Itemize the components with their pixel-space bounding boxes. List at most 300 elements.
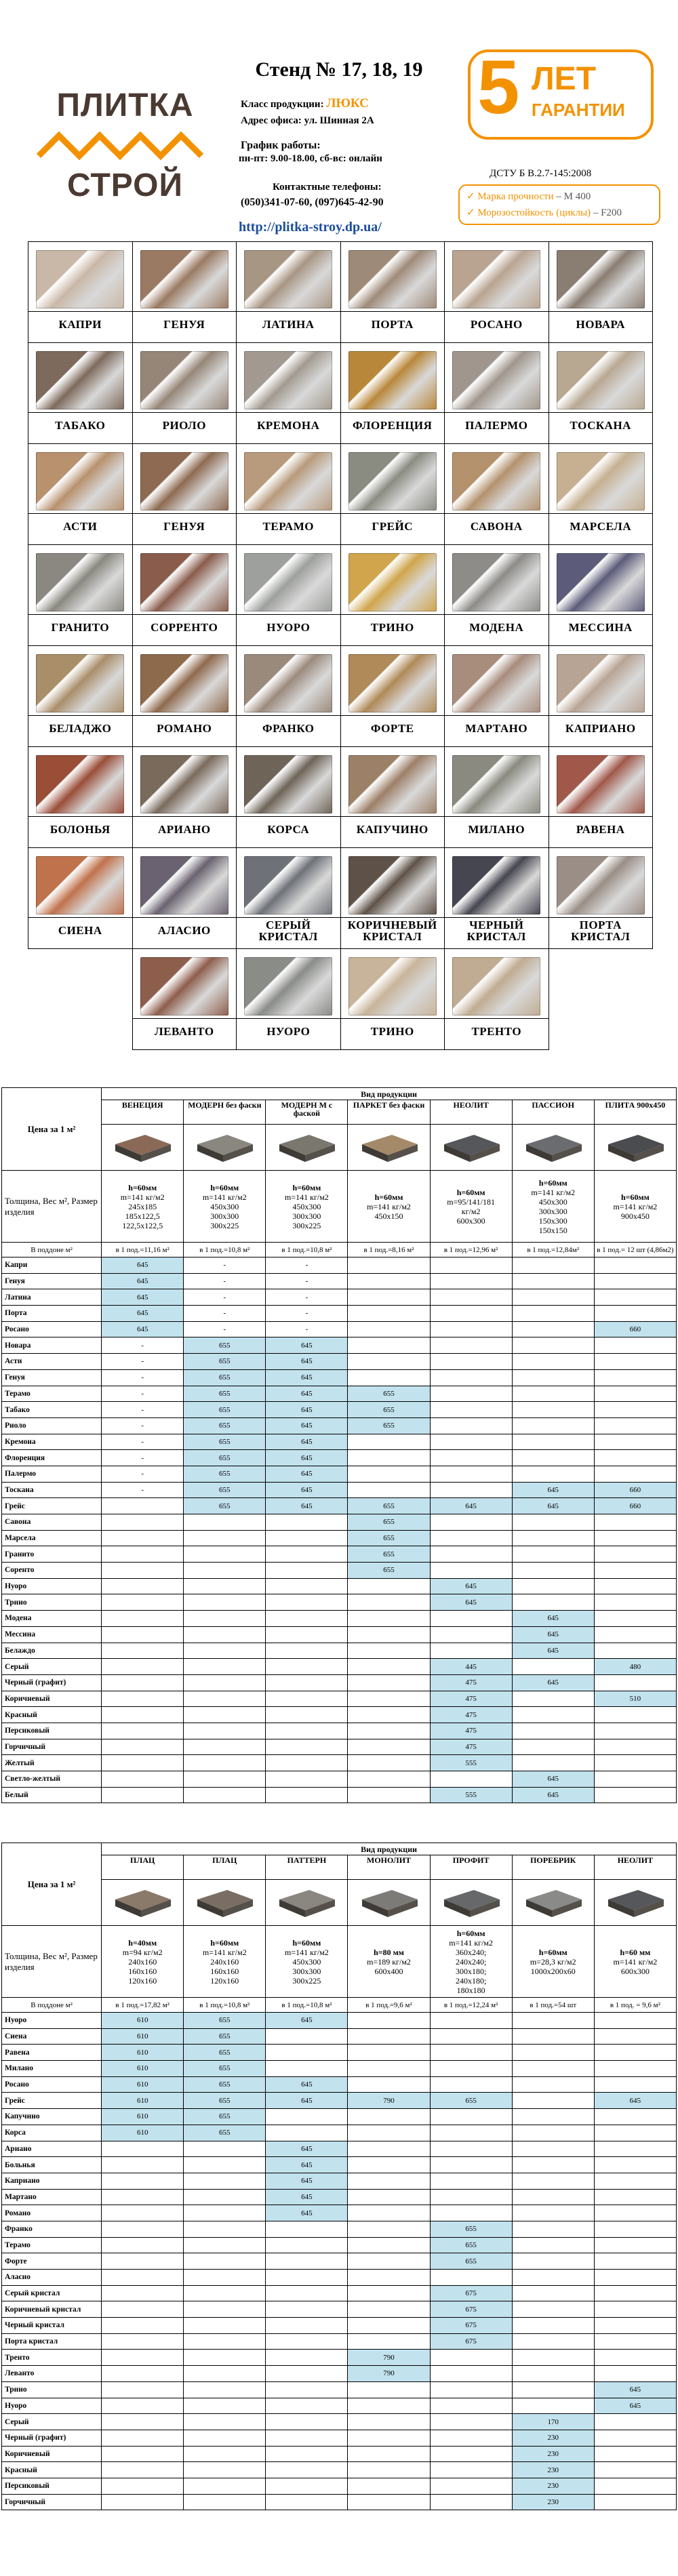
spec-line: 450х300 [210,1201,239,1211]
stand-title: Стенд № 17, 18, 19 [255,58,423,81]
swatch-image [557,553,645,611]
paver-block-icon [357,1885,422,1920]
color-name: Латина [2,1289,102,1306]
price-cell: - [102,1337,184,1354]
price-cell: 610 [102,2076,184,2093]
swatch-cell [445,949,549,1019]
price-cell [102,2318,184,2334]
price-cell [594,2045,676,2061]
price-cell [512,2076,594,2093]
swatch-image [36,250,124,308]
price-label: Цена за 1 м² [2,1088,102,1171]
price-cell [430,2013,512,2029]
price-cell: 645 [102,1257,184,1274]
swatch-cell [132,343,237,413]
color-name: Коричневый [2,2446,102,2462]
price-cell [266,2414,348,2430]
swatch-cell [549,848,653,918]
price-cell: 655 [184,2045,266,2061]
price-cell [512,1466,594,1482]
price-cell [266,2028,348,2045]
swatch-label: ЛЕВАНТО [132,1019,237,1050]
color-name: Красный [2,1707,102,1723]
price-cell: 655 [184,1434,266,1450]
price-cell [102,2494,184,2510]
price-cell: 655 [184,1337,266,1354]
swatch-cell [340,242,445,312]
price-cell: 790 [348,2093,430,2109]
price-cell [430,2157,512,2173]
price-cell [594,1450,676,1466]
company-logo [28,87,222,216]
price-cell: 655 [184,1354,266,1370]
paver-block-icon [521,1129,586,1165]
swatch-label: БОЛОНЬЯ [28,817,133,848]
price-cell: - [184,1306,266,1322]
check-icon: ✓ [466,191,475,202]
price-cell: 645 [266,2093,348,2109]
price-cell [348,2478,430,2494]
price-cell [102,1691,184,1707]
price-cell [102,1739,184,1755]
price-cell: - [266,1257,348,1274]
price-cell [348,1611,430,1627]
price-cell [266,1546,348,1563]
price-cell: 790 [348,2350,430,2366]
swatch-label: НОВАРА [549,312,653,343]
price-cell [594,2013,676,2029]
swatch-image [452,755,540,813]
spec-line: m=95/141/181 [447,1196,496,1207]
color-name: Генуя [2,1273,102,1289]
price-cell [102,2414,184,2430]
swatch-label: КАПРИ [28,312,133,343]
price-cell [184,2462,266,2478]
product-spec [102,1171,184,1243]
price-cell: 645 [512,1626,594,1643]
price-cell [102,1707,184,1723]
color-name: Черный (графит) [2,2430,102,2446]
price-cell: 675 [430,2301,512,2318]
price-cell [102,1498,184,1514]
price-row [2,1354,677,1370]
price-cell: 675 [430,2285,512,2301]
price-row [2,2478,677,2494]
color-name: Белый [2,1787,102,1803]
price-cell [266,1755,348,1771]
swatch-label: АЛАСИО [132,918,237,949]
price-cell [348,1787,430,1803]
price-cell [184,2285,266,2301]
price-cell [430,1546,512,1563]
price-cell [348,1289,430,1306]
swatch-cell [132,242,237,312]
price-cell [184,2141,266,2157]
product-image-cell [266,1125,348,1171]
swatch-image [140,957,228,1015]
price-cell [594,2270,676,2286]
paver-block-icon [110,1129,175,1165]
price-cell [348,2414,430,2430]
price-cell [430,2141,512,2157]
price-row [2,1514,677,1531]
price-cell: 610 [102,2061,184,2077]
price-cell [430,2045,512,2061]
spec-line: 300х180; [455,1966,487,1976]
spec-line: 180х180 [456,1985,485,1995]
price-cell [594,2301,676,2318]
price-cell: - [266,1273,348,1289]
price-cell [430,2398,512,2414]
price-row [2,2333,677,2350]
color-name: Коричневый [2,1691,102,1707]
price-cell [266,2253,348,2270]
price-row [2,2430,677,2446]
color-name: Светло-желтый [2,1771,102,1788]
price-cell [266,1771,348,1788]
price-row [2,1337,677,1354]
price-cell [348,1257,430,1274]
price-row [2,2270,677,2286]
price-cell [266,2221,348,2237]
price-cell [348,2270,430,2286]
price-cell [102,1546,184,1563]
product-column-header: ПЛАЦ [184,1855,266,1880]
swatch-image [348,654,437,712]
swatch-label: ГЕНУЯ [132,514,237,545]
pallet-qty: в 1 под.= 12 шт (4,86м2) [594,1243,676,1257]
swatch-cell [237,343,341,413]
spec-line: 160х160 [128,1966,157,1976]
price-cell: 655 [184,1466,266,1482]
price-cell [594,2462,676,2478]
price-cell [348,1674,430,1691]
price-cell [348,1707,430,1723]
price-cell: 655 [184,1450,266,1466]
pallet-label: В поддоне м² [2,1998,102,2013]
price-cell: 230 [512,2446,594,2462]
price-cell: - [102,1386,184,1402]
price-row [2,1321,677,1337]
color-name: Черный (графит) [2,1674,102,1691]
swatch-image [452,553,540,611]
price-cell [184,2414,266,2430]
swatch-image [244,250,332,308]
price-cell [184,1578,266,1594]
price-cell [348,1755,430,1771]
swatch-label: СИЕНА [28,918,133,949]
swatch-label: ТРЕНТО [445,1019,549,1050]
spec-line: m=141 кг/м2 [285,1947,329,1957]
price-cell [266,1514,348,1531]
swatch-cell [340,444,445,514]
price-cell: 655 [184,1498,266,1514]
price-cell: 655 [430,2237,512,2253]
price-row [2,1450,677,1466]
spec-line: 300х225 [292,1220,321,1230]
color-name: Новара [2,1337,102,1354]
swatch-cell [28,545,133,615]
price-row [2,1386,677,1402]
price-cell [102,2430,184,2446]
price-cell: 655 [184,2076,266,2093]
price-cell: - [266,1306,348,1322]
price-cell [102,1514,184,1531]
schedule-label: График работы: [241,140,321,151]
product-column-header: ПАССИОН [512,1100,594,1125]
price-cell [594,1707,676,1723]
color-swatch-grid [28,241,653,1050]
price-cell [102,2301,184,2318]
price-cell [594,1417,676,1434]
price-cell [430,2478,512,2494]
price-cell [594,1563,676,1579]
swatch-image [244,957,332,1015]
price-cell [184,1563,266,1579]
swatch-label: ГРЕЙС [340,514,445,545]
price-cell [184,2366,266,2382]
swatch-label: СЕРЫЙ КРИСТАЛ [237,918,341,949]
swatch-label: БЕЛАДЖО [28,716,133,747]
swatch-image [348,250,437,308]
price-cell [430,2430,512,2446]
product-spec [594,1926,676,1998]
price-cell [102,2173,184,2189]
price-cell [184,1739,266,1755]
price-cell: - [102,1482,184,1498]
swatch-image [244,351,332,409]
color-name: Порта [2,1306,102,1322]
price-cell: 655 [184,2013,266,2029]
price-cell [594,2253,676,2270]
price-cell [430,1450,512,1466]
price-cell [512,1386,594,1402]
price-cell: 645 [266,1337,348,1354]
price-cell [348,2462,430,2478]
paver-block-icon [521,1885,586,1920]
price-cell [102,2333,184,2350]
color-name: Коричневый кристал [2,2301,102,2318]
color-name: Терамо [2,1386,102,1402]
product-spec [184,1926,266,1998]
color-name: Белаждо [2,1643,102,1659]
price-cell [594,2028,676,2045]
price-row [2,1402,677,1418]
spec-line: 300х300 [210,1211,239,1221]
price-cell [102,1755,184,1771]
swatch-label: ТОСКАНА [549,413,653,444]
price-cell [184,1626,266,1643]
price-row [2,1546,677,1563]
product-image-cell [594,1125,676,1171]
swatch-cell [340,646,445,716]
price-row [2,1643,677,1659]
price-cell [512,1546,594,1563]
price-cell [512,1578,594,1594]
color-name: Росано [2,1321,102,1337]
price-cell [348,1771,430,1788]
swatch-image [452,351,540,409]
price-row [2,2205,677,2221]
price-cell: 170 [512,2414,594,2430]
color-name: Капри [2,1257,102,1274]
price-cell [594,1626,676,1643]
price-cell [512,2045,594,2061]
product-column-header: НЕОЛИТ [430,1100,512,1125]
swatch-image [557,856,645,914]
price-cell [348,1691,430,1707]
price-cell [430,1257,512,1274]
price-cell [348,1337,430,1354]
price-row [2,2189,677,2205]
price-row [2,2109,677,2125]
price-cell: 645 [266,2013,348,2029]
price-cell [430,2076,512,2093]
swatch-cell [445,444,549,514]
swatch-label: КАПУЧИНО [340,817,445,848]
swatch-label: РОСАНО [445,312,549,343]
swatch-label: ГЕНУЯ [132,312,237,343]
price-cell: 645 [266,2205,348,2221]
swatch-cell [340,848,445,918]
price-cell: - [102,1417,184,1434]
price-cell [266,1691,348,1707]
paver-block-icon [603,1129,668,1165]
price-cell [102,2189,184,2205]
price-cell [430,1466,512,1482]
swatch-label: МЕССИНА [549,615,653,646]
price-cell: - [184,1257,266,1274]
price-cell [512,2157,594,2173]
price-cell [512,2398,594,2414]
price-cell: 655 [184,2109,266,2125]
price-cell: 655 [348,1530,430,1546]
price-cell [266,2478,348,2494]
product-image-cell [348,1125,430,1171]
price-cell [512,1755,594,1771]
price-row [2,2045,677,2061]
price-cell [184,1530,266,1546]
color-name: Серый [2,2414,102,2430]
price-cell [430,1289,512,1306]
phones: (050)341-07-60, (097)645-42-90 [241,197,384,208]
price-cell [266,1611,348,1627]
price-cell [266,1563,348,1579]
price-cell: 230 [512,2478,594,2494]
swatch-label: ТЕРАМО [237,514,341,545]
price-cell [266,2301,348,2318]
price-cell [102,2270,184,2286]
price-cell: - [102,1402,184,1418]
price-cell [184,1674,266,1691]
price-cell [348,2398,430,2414]
price-cell [594,2478,676,2494]
swatch-image [452,957,540,1015]
paver-block-icon [439,1885,504,1920]
price-row [2,1498,677,1514]
price-row [2,1306,677,1322]
price-cell [430,2350,512,2366]
price-cell [594,1354,676,1370]
office-address: Адрес офиса: ул. Шинная 2А [241,115,374,126]
price-row [2,2221,677,2237]
empty-cell [28,1019,133,1050]
swatch-image [140,452,228,510]
product-column-header: НЕОЛИТ [594,1855,676,1880]
price-cell: 555 [430,1755,512,1771]
price-cell: 230 [512,2462,594,2478]
swatch-image [36,452,124,510]
price-cell [348,1354,430,1370]
price-cell: - [184,1273,266,1289]
price-cell [184,2205,266,2221]
price-cell [184,2270,266,2286]
spec-line: m=141 кг/м2 [613,1201,658,1211]
price-cell [430,1530,512,1546]
price-cell [430,2173,512,2189]
price-cell: 480 [594,1659,676,1675]
site-link[interactable]: http://plitka-stroy.dp.ua/ [239,220,382,235]
spec-line: 900х450 [620,1211,650,1221]
price-cell [594,1466,676,1482]
color-name: Терамо [2,2237,102,2253]
product-spec [266,1926,348,1998]
swatch-cell [549,545,653,615]
price-cell [184,2301,266,2318]
price-cell: 645 [266,2189,348,2205]
price-cell: 645 [266,1386,348,1402]
price-cell: 645 [266,1466,348,1482]
swatch-image [140,553,228,611]
price-cell: 475 [430,1739,512,1755]
price-cell [184,1546,266,1563]
swatch-cell [237,242,341,312]
price-cell [594,1787,676,1803]
price-cell [430,2125,512,2141]
price-cell [594,1306,676,1322]
price-cell [266,1707,348,1723]
price-row [2,2350,677,2366]
price-cell: 645 [266,1482,348,1498]
price-cell [102,2205,184,2221]
spec-line: 450х150 [374,1211,403,1221]
spec-line: 600х300 [456,1215,485,1226]
product-spec [266,1171,348,1243]
price-cell [102,2398,184,2414]
price-cell: 645 [430,1498,512,1514]
price-cell [184,1771,266,1788]
swatch-image [348,755,437,813]
price-cell: 675 [430,2318,512,2334]
product-spec [430,1926,512,1998]
color-name: Персиковый [2,2478,102,2494]
price-cell [512,2237,594,2253]
product-column-header: МОДЕРН без фаски [184,1100,266,1125]
price-cell [266,1530,348,1546]
swatch-label: КОРСА [237,817,341,848]
price-cell [594,2125,676,2141]
price-cell [594,2494,676,2510]
swatch-label: МИЛАНО [445,817,549,848]
color-name: Кремона [2,1434,102,1450]
price-cell [184,2173,266,2189]
price-row [2,2366,677,2382]
price-cell [430,2494,512,2510]
color-name: Флоренция [2,1450,102,1466]
price-cell [348,2028,430,2045]
price-cell [266,2366,348,2382]
spec-line: 450х300 [292,1956,321,1967]
